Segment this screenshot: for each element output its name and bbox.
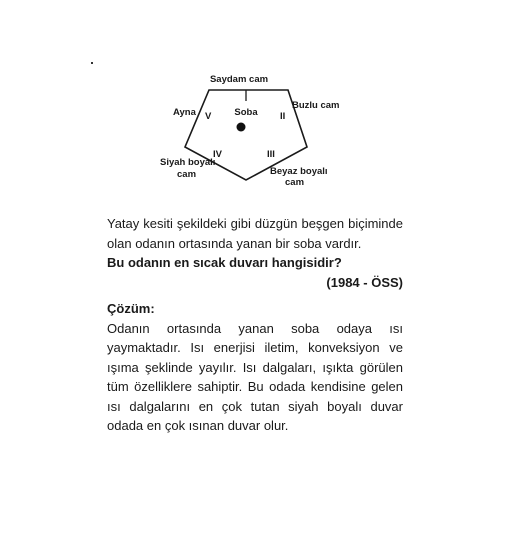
label-saydam-cam: Saydam cam xyxy=(209,74,269,85)
label-beyaz-cam: cam xyxy=(285,177,305,188)
label-soba: Soba xyxy=(234,107,258,118)
solution-block xyxy=(107,299,403,436)
label-beyaz-boyali: Beyaz boyalı xyxy=(270,166,328,177)
problem-statement: Yatay kesiti şekildeki gibi düzgün beşgen biçiminde olan odanın ortasında yanan bir soba vardır. xyxy=(107,216,403,251)
numeral-iii: III xyxy=(267,149,275,160)
solution-text: Odanın ortasında yanan soba odaya ısı yaymaktadır. Isı enerjisi iletim, konveksiyon ve ışıma şeklinde yayılır. Isı dalgaları, ışıkta görülen tüm özelliklere sahiptir. Bu odada kendisine gelen ısı dalgalarını en çok tutan siyah boyalı duvar odada en çok ısınan duvar olur. xyxy=(107,320,403,433)
numeral-ii: II xyxy=(280,111,286,122)
label-siyah-boyali: Siyah boyalı xyxy=(160,157,216,168)
solution-heading: Çözüm: xyxy=(107,301,155,316)
problem-question: Bu odanın en sıcak duvarı hangisidir? xyxy=(107,255,342,270)
stove-dot xyxy=(237,123,246,132)
numeral-iv: IV xyxy=(213,149,222,160)
problem-source: (1984 - ÖSS) xyxy=(326,274,403,290)
label-ayna: Ayna xyxy=(173,107,196,118)
pentagon-diagram xyxy=(0,0,531,200)
label-siyah-cam: cam xyxy=(177,169,197,180)
problem-block xyxy=(107,214,403,292)
label-buzlu-cam: Buzlu cam xyxy=(292,100,340,111)
numeral-v: V xyxy=(205,111,212,122)
